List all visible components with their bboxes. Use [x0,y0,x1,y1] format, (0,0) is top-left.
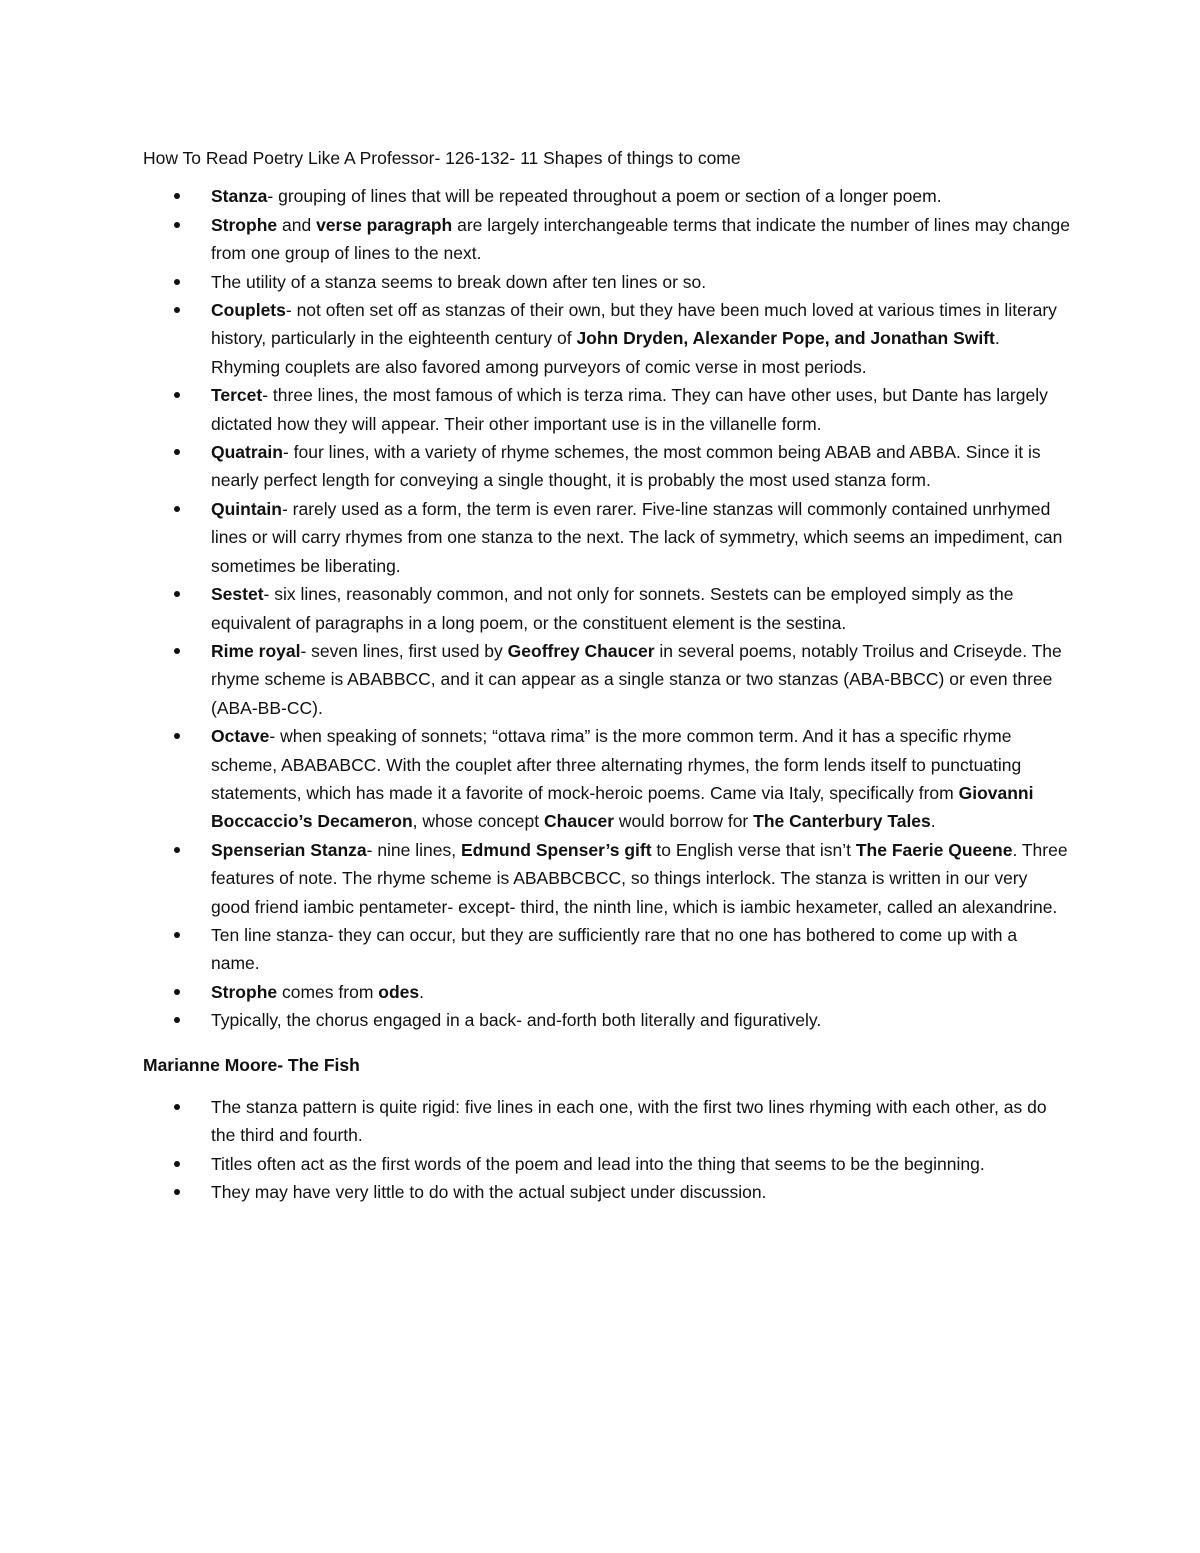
bold-term: Tercet [211,385,263,406]
bullet-item: Ten line stanza- they can occur, but they are sufficiently rare that no one has bothered to come up with a name. [211,921,1070,978]
bold-term: Spenserian Stanza [211,839,367,860]
bold-term: odes [378,981,420,1002]
bold-term: The Faerie Queene [855,839,1013,860]
bullet-item: Spenserian Stanza- nine lines, Edmund Spenser’s gift to English verse that isn’t The Faerie Queene. Three features of note. The rhyme scheme is ABABBCBCC, so things interlock. The stanza is written in our very good friend iambic pentameter- except- third, the ninth line, which is iambic hexameter, called an alexandrine. [211,836,1070,921]
bullet-item: The stanza pattern is quite rigid: five lines in each one, with the first two lines rhyming with each other, as do the third and fourth. [211,1093,1070,1150]
bold-term: Rime royal [211,640,301,661]
bullet-item: Sestet- six lines, reasonably common, and not only for sonnets. Sestets can be employed simply as the equivalent of paragraphs in a long poem, or the constituent element is the sestina. [211,580,1070,637]
bullet-item: Titles often act as the first words of the poem and lead into the thing that seems to be the beginning. [211,1150,1070,1178]
bullet-item: Quatrain- four lines, with a variety of rhyme schemes, the most common being ABAB and ABBA. Since it is nearly perfect length for conveying a single thought, it is probably the most used stanza form. [211,438,1070,495]
bold-term: Sestet [211,584,264,605]
bullet-item: Strophe comes from odes. [211,978,1070,1006]
bullet-item: Strophe and verse paragraph are largely interchangeable terms that indicate the number of lines may change from one group of lines to the next. [211,211,1070,268]
bold-term: Edmund Spenser’s gift [460,839,652,860]
bold-term: Strophe [211,214,278,235]
bold-term: Geoffrey Chaucer [507,640,655,661]
bullet-item: Couplets- not often set off as stanzas of their own, but they have been much loved at various times in literary history, particularly in the eighteenth century of John Dryden, Alexander Pope, and Jonathan Swift. Rhyming couplets are also favored among purveyors of comic verse in most periods. [211,296,1070,381]
bold-term: Octave [211,726,270,747]
bold-term: Stanza [211,186,268,207]
bullet-item: Octave- when speaking of sonnets; “ottava rima” is the more common term. And it has a specific rhyme scheme, ABABABCC. With the couplet after three alternating rhymes, the form lends itself to punctuating statements, which has made it a favorite of mock-heroic poems. Came via Italy, specifically from Giovanni Boccaccio’s Decameron, whose concept Chaucer would borrow for The Canterbury Tales. [211,722,1070,836]
bullet-item: Quintain- rarely used as a form, the term is even rarer. Five-line stanzas will commonly contained unrhymed lines or will carry rhymes from one stanza to the next. The lack of symmetry, which seems an impediment, can sometimes be liberating. [211,495,1070,580]
document-title: How To Read Poetry Like A Professor- 126-132- 11 Shapes of things to come [143,148,741,168]
section-heading: Marianne Moore- The Fish [143,1054,360,1075]
bold-term: Couplets [211,300,286,321]
bold-term: Giovanni Boccaccio’s Decameron [211,782,1034,832]
shapes-bullet-list [143,182,1070,1034]
bullet-item: Stanza- grouping of lines that will be repeated throughout a poem or section of a longer poem. [211,182,1070,210]
bold-term: verse paragraph [316,214,453,235]
bullet-item: Typically, the chorus engaged in a back- and-forth both literally and figuratively. [211,1006,1070,1034]
bold-term: The Canterbury Tales [753,811,931,832]
bold-term: Quatrain [211,442,283,463]
bold-term: Quintain [211,498,282,519]
bullet-item: They may have very little to do with the actual subject under discussion. [211,1178,1070,1206]
fish-bullet-list [143,1093,1070,1207]
bold-term: Strophe [211,981,278,1002]
bullet-item: The utility of a stanza seems to break down after ten lines or so. [211,268,1070,296]
bold-term: John Dryden, Alexander Pope, and Jonathan Swift [576,328,995,349]
bold-term: Chaucer [544,811,615,832]
bullet-item: Tercet- three lines, the most famous of which is terza rima. They can have other uses, but Dante has largely dictated how they will appear. Their other important use is in the villanelle form. [211,381,1070,438]
bullet-item: Rime royal- seven lines, first used by Geoffrey Chaucer in several poems, notably Troilus and Criseyde. The rhyme scheme is ABABBCC, and it can appear as a single stanza or two stanzas (ABA-BBCC) or even three (ABA-BB-CC). [211,637,1070,722]
